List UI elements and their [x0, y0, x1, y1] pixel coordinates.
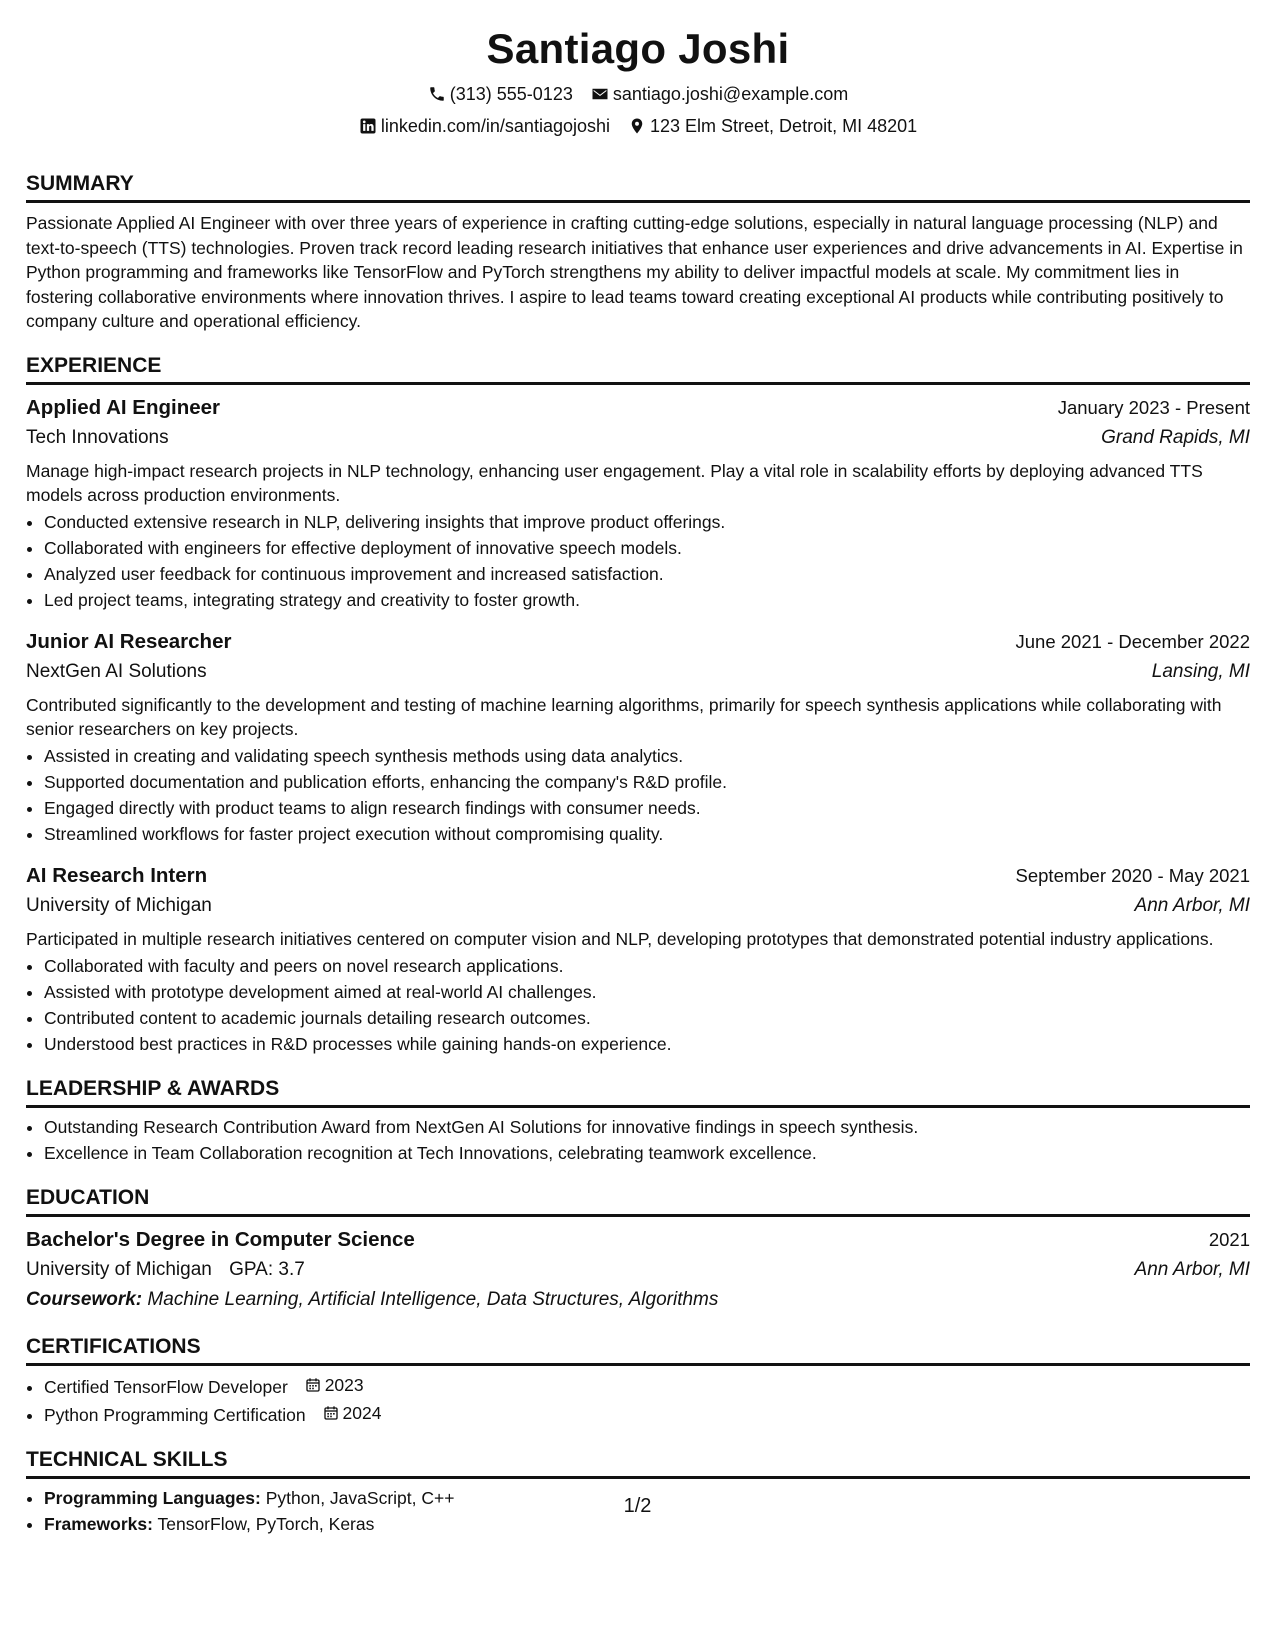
coursework [26, 1285, 1250, 1315]
list-item: • Outstanding Research Contribution Award from NextGen AI Solutions for innovative findings in speech synthesis. [44, 1114, 1250, 1140]
skill-category: Programming Languages: [44, 1487, 261, 1508]
list-item: • Understood best practices in R&D processes while gaining hands-on experience. [44, 1031, 1250, 1057]
certification-year: 2023 [324, 1374, 364, 1395]
page-number: 1/2 [623, 1495, 652, 1517]
job-bullets [26, 743, 1250, 847]
job-location: Ann Arbor, MI [1134, 894, 1250, 916]
certifications-section [26, 1333, 1250, 1428]
contact-row-1 [26, 82, 1250, 106]
list-item: • Contributed content to academic journals detailing research outcomes. [44, 1005, 1250, 1031]
experience-entry [26, 393, 1250, 613]
skill-values: Python, JavaScript, C++ [265, 1487, 455, 1508]
leadership-section [26, 1075, 1250, 1166]
coursework-label: Coursework: [26, 1288, 143, 1310]
job-bullets [26, 509, 1250, 613]
school-location: Ann Arbor, MI [1134, 1258, 1250, 1280]
entry-subheader [26, 423, 1250, 453]
job-dates: January 2023 - Present [1057, 396, 1250, 418]
list-item: • Excellence in Team Collaboration recognition at Tech Innovations, celebrating teamwork excellence. [44, 1140, 1250, 1166]
resume-page [26, 22, 1250, 1537]
entry-header [26, 1225, 1250, 1255]
summary-text: Passionate Applied AI Engineer with over three years of experience in crafting cutting-edge solutions, especially in natural language processing (NLP) and text-to-speech (TTS) technologies. Proven track record leading research initiatives that enhance user experiences and drive advancements in AI. Expertise in Python programming and frameworks like TensorFlow and PyTorch strengthens my ability to deliver impactful models at scale. My commitment lies in fostering collaborative environments where innovation thrives. I aspire to lead teams toward creating exceptional AI products while contributing positively to company culture and operational efficiency. [26, 213, 1243, 331]
list-item: • Conducted extensive research in NLP, delivering insights that improve product offerings. [44, 509, 1250, 535]
map-pin-icon [628, 117, 646, 135]
education-heading: EDUCATION [26, 1184, 1250, 1217]
summary-heading: SUMMARY [26, 170, 1250, 203]
job-description: Participated in multiple research initiatives centered on computer vision and NLP, developing prototypes that demonstrated potential industry applications. [26, 928, 1214, 949]
certifications-list [26, 1372, 1250, 1428]
job-location: Lansing, MI [1151, 660, 1250, 682]
certification-date [323, 1400, 382, 1426]
skill-values: TensorFlow, PyTorch, Keras [157, 1513, 375, 1534]
email-link[interactable]: santiago.joshi@example.com [612, 84, 849, 104]
company-name: Tech Innovations [26, 426, 169, 448]
list-item [44, 1372, 1250, 1400]
contact-phone [428, 82, 573, 106]
skills-heading: TECHNICAL SKILLS [26, 1446, 1250, 1479]
company-name: NextGen AI Solutions [26, 660, 207, 682]
experience-section [26, 352, 1250, 1057]
address-text: 123 Elm Street, Detroit, MI 48201 [650, 116, 918, 136]
list-item: • Collaborated with faculty and peers on novel research applications. [44, 953, 1250, 979]
entry-subheader [26, 891, 1250, 921]
entry-subheader [26, 1255, 1250, 1285]
phone-icon [428, 85, 446, 103]
skills-section [26, 1446, 1250, 1537]
calendar-icon [323, 1405, 339, 1421]
job-dates: September 2020 - May 2021 [1015, 864, 1250, 886]
list-item: • Assisted with prototype development aimed at real-world AI challenges. [44, 979, 1250, 1005]
school-name: University of Michigan [26, 1258, 212, 1280]
certification-year: 2024 [342, 1402, 382, 1423]
calendar-icon [305, 1377, 321, 1393]
list-item [44, 1400, 1250, 1428]
gpa: GPA: 3.7 [229, 1258, 305, 1280]
school-and-gpa [26, 1255, 305, 1285]
entry-header [26, 861, 1250, 891]
job-bullets [26, 953, 1250, 1057]
contact-row-2 [26, 114, 1250, 138]
certification-date [305, 1372, 364, 1398]
entry-header [26, 393, 1250, 423]
resume-header [26, 22, 1250, 138]
list-item: • Led project teams, integrating strategy and creativity to foster growth. [44, 587, 1250, 613]
experience-entry [26, 861, 1250, 1057]
candidate-name: Santiago Joshi [486, 25, 790, 72]
degree-title: Bachelor's Degree in Computer Science [26, 1227, 415, 1251]
linkedin-icon [359, 117, 377, 135]
experience-entry [26, 627, 1250, 847]
job-location: Grand Rapids, MI [1101, 426, 1250, 448]
entry-header [26, 627, 1250, 657]
education-entry [26, 1225, 1250, 1315]
skill-category: Frameworks: [44, 1513, 153, 1534]
entry-subheader [26, 657, 1250, 687]
list-item: • Engaged directly with product teams to align research findings with consumer needs. [44, 795, 1250, 821]
graduation-year: 2021 [1208, 1228, 1250, 1250]
experience-heading: EXPERIENCE [26, 352, 1250, 385]
leadership-heading: LEADERSHIP & AWARDS [26, 1075, 1250, 1108]
job-description: Manage high-impact research projects in NLP technology, enhancing user engagement. Play a vital role in scalability efforts by deploying advanced TTS models across production environments. [26, 460, 1203, 505]
list-item: • Assisted in creating and validating speech synthesis methods using data analytics. [44, 743, 1250, 769]
envelope-icon [591, 85, 609, 103]
awards-list [26, 1114, 1250, 1166]
certifications-heading: CERTIFICATIONS [26, 1333, 1250, 1366]
list-item: • Supported documentation and publication efforts, enhancing the company's R&D profile. [44, 769, 1250, 795]
job-title: AI Research Intern [26, 863, 208, 887]
job-title: Junior AI Researcher [26, 629, 232, 653]
contact-address [628, 114, 917, 138]
linkedin-link[interactable]: linkedin.com/in/santiagojoshi [380, 116, 610, 136]
contact-linkedin[interactable] [359, 114, 610, 138]
coursework-list: Machine Learning, Artificial Intelligence, Data Structures, Algorithms [147, 1288, 719, 1310]
summary-section [26, 170, 1250, 334]
certification-name: Certified TensorFlow Developer [44, 1376, 288, 1397]
list-item: • Collaborated with engineers for effective deployment of innovative speech models. [44, 535, 1250, 561]
job-description: Contributed significantly to the development and testing of machine learning algorithms, primarily for speech synthesis applications while collaborating with senior researchers on key projects. [26, 694, 1222, 739]
education-section [26, 1184, 1250, 1315]
phone-text: (313) 555-0123 [449, 84, 573, 104]
company-name: University of Michigan [26, 894, 212, 916]
certification-name: Python Programming Certification [44, 1404, 306, 1425]
list-item: • Streamlined workflows for faster project execution without compromising quality. [44, 821, 1250, 847]
job-title: Applied AI Engineer [26, 395, 221, 419]
job-dates: June 2021 - December 2022 [1015, 630, 1250, 652]
list-item: • Analyzed user feedback for continuous improvement and increased satisfaction. [44, 561, 1250, 587]
contact-email[interactable] [591, 82, 848, 106]
